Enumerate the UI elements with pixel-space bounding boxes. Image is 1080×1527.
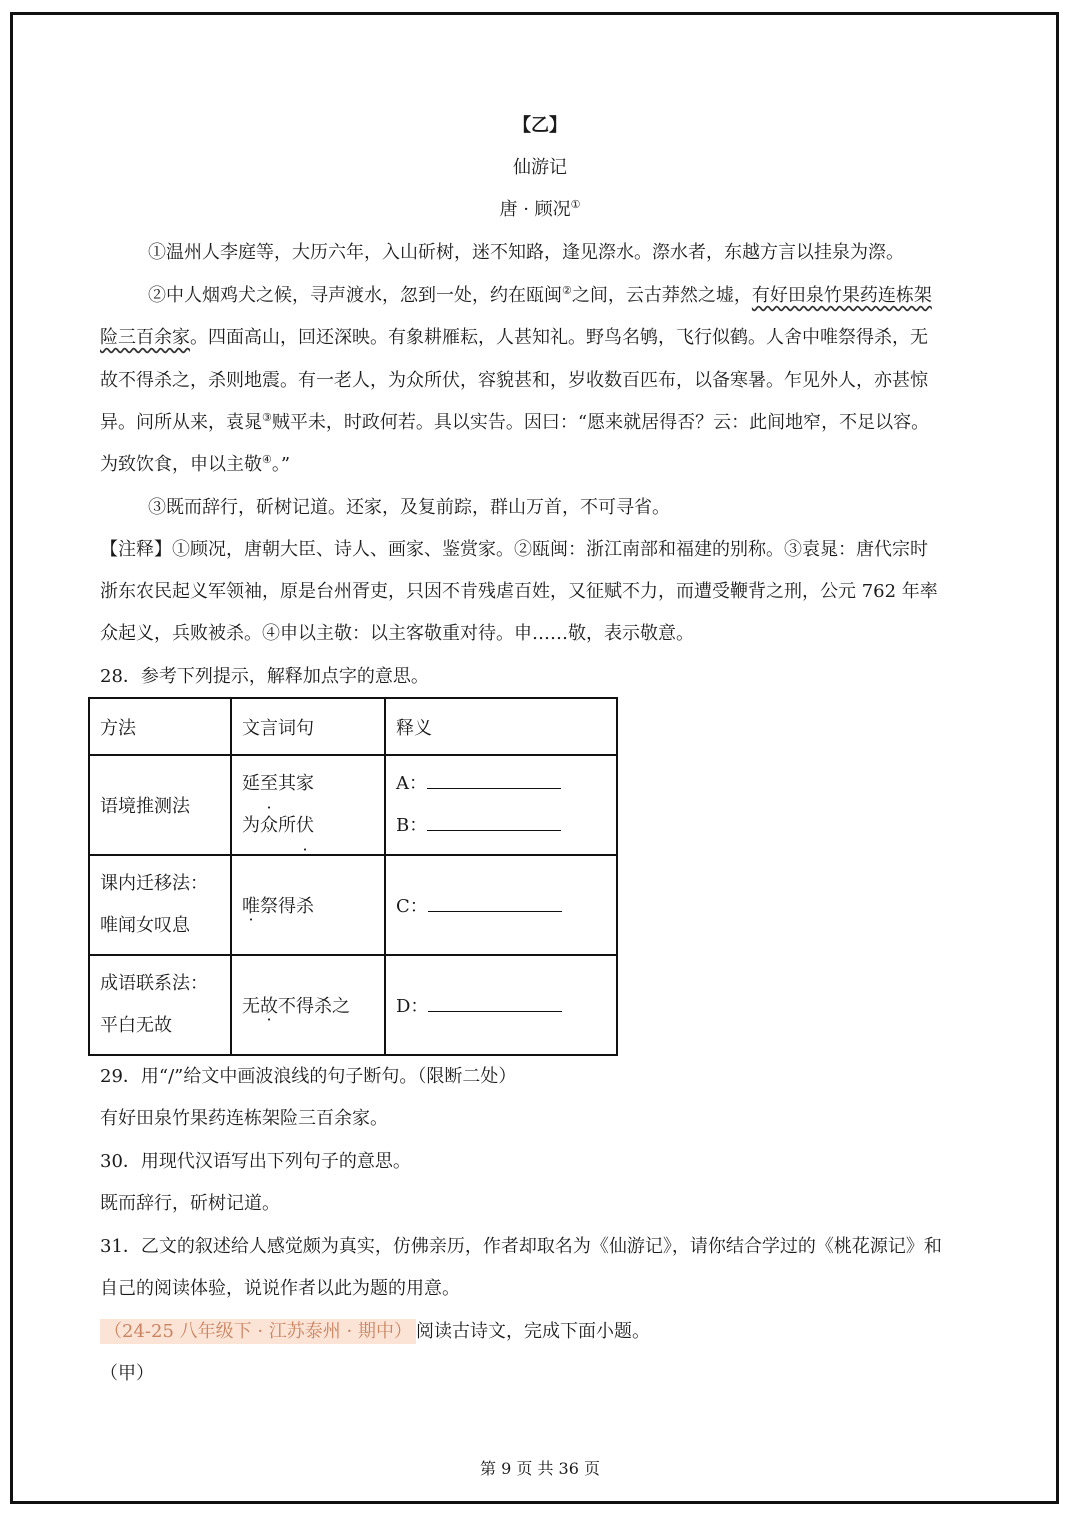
author-name: 唐 · 顾况 xyxy=(499,199,571,220)
source-line: （24-25 八年级下 · 江苏泰州 · 期中） 阅读古诗文，完成下面小题。 xyxy=(100,1320,650,1344)
answer-blank-b[interactable] xyxy=(427,812,561,831)
source-tag: （24-25 八年级下 · 江苏泰州 · 期中） xyxy=(100,1319,416,1344)
methods-table xyxy=(88,697,618,1056)
table-row xyxy=(89,855,617,955)
phrase-cell: 延至其家 为众所伏 xyxy=(231,755,385,855)
question-31-line-2: 自己的阅读体验，说说作者以此为题的用意。 xyxy=(100,1278,460,1299)
question-30: 30．用现代汉语写出下列句子的意思。 xyxy=(100,1151,411,1172)
method-cell: 语境推测法 xyxy=(89,755,231,855)
dotted-char: 唯 xyxy=(242,896,260,917)
answer-blank-c[interactable] xyxy=(428,893,562,912)
table-row xyxy=(89,698,617,755)
author-note-mark: ① xyxy=(570,198,581,211)
answer-cell: A： B： xyxy=(385,755,617,855)
table-row xyxy=(89,755,617,855)
method-cell: 课内迁移法： 唯闻女叹息 xyxy=(89,855,231,955)
table-row xyxy=(89,955,617,1055)
page-footer: 第 9 页 共 36 页 xyxy=(480,1459,600,1478)
section-label: 【乙】 xyxy=(513,115,567,136)
question-29-text: 有好田泉竹果药连栋架险三百余家。 xyxy=(100,1108,388,1129)
annotation-line-3: 众起义，兵败被杀。④申以主敬：以主客敬重对待。申……敬，表示敬意。 xyxy=(100,623,694,644)
question-30-text: 既而辞行，斫树记道。 xyxy=(100,1193,280,1214)
question-29: 29．用“/”给文中画波浪线的句子断句。（限断二处） xyxy=(100,1066,517,1087)
answer-blank-a[interactable] xyxy=(427,770,561,789)
paragraph-2-line-5: 为致饮食，申以主敬④。” xyxy=(100,453,291,475)
paragraph-1: ①温州人李庭等，大历六年，入山斫树，迷不知路，逢见漈水。漈水者，东越方言以挂泉为漈。 xyxy=(148,242,904,263)
table-header: 释义 xyxy=(385,698,617,755)
table-header: 方法 xyxy=(89,698,231,755)
jia-label: （甲） xyxy=(100,1363,154,1384)
table-header: 文言词句 xyxy=(231,698,385,755)
phrase-cell: 唯祭得杀 xyxy=(231,855,385,955)
annotation-line-1: 【注释】①顾况，唐朝大臣、诗人、画家、鉴赏家。②瓯闽：浙江南部和福建的别称。③袁晁：唐代宗时 xyxy=(100,539,928,560)
dotted-char: 至 xyxy=(260,773,278,794)
dotted-char: 故 xyxy=(260,996,278,1017)
answer-cell: C： xyxy=(385,855,617,955)
paragraph-2-line-4: 异。问所从来，袁晁③贼平未，时政何若。具以实告。因曰：“愿来就居得否？云：此间地窄，不足以容。 xyxy=(100,411,930,433)
paragraph-2-line-3: 故不得杀之，杀则地震。有一老人，为众所伏，容貌甚和，岁收数百匹布，以备寒暑。乍见外人，亦甚惊 xyxy=(100,370,928,391)
answer-blank-d[interactable] xyxy=(428,993,562,1012)
article-title: 仙游记 xyxy=(513,157,567,178)
dotted-char: 伏 xyxy=(296,815,314,836)
author-line xyxy=(0,198,1080,222)
annotation-line-2: 浙东农民起义军领袖，原是台州胥吏，只因不肯残虐百姓，又征赋不力，而遭受鞭背之刑，公元 762 年率 xyxy=(100,581,938,602)
question-31-line-1: 31．乙文的叙述给人感觉颇为真实，仿佛亲历，作者却取名为《仙游记》，请你结合学过的《桃花源记》和 xyxy=(100,1236,942,1257)
method-cell: 成语联系法： 平白无故 xyxy=(89,955,231,1055)
answer-cell: D： xyxy=(385,955,617,1055)
paragraph-3: ③既而辞行，斫树记道。还家，及复前踪，群山万首，不可寻省。 xyxy=(148,497,670,518)
question-28: 28．参考下列提示，解释加点字的意思。 xyxy=(100,666,429,687)
paragraph-2-line-2: 险三百余家。四面高山，回还深映。有象耕雁耘，人甚知礼。野鸟名鸲，飞行似鹤。人舍中唯祭得杀，无 xyxy=(100,327,928,348)
paragraph-2-line-1: ②中人烟鸡犬之候，寻声渡水，忽到一处，约在瓯闽②之间，云古莽然之墟，有好田泉竹果药连栋架 xyxy=(148,284,932,306)
phrase-cell: 无故不得杀之 xyxy=(231,955,385,1055)
wavy-underlined-sentence: 有好田泉竹果药连栋架 xyxy=(751,285,932,306)
